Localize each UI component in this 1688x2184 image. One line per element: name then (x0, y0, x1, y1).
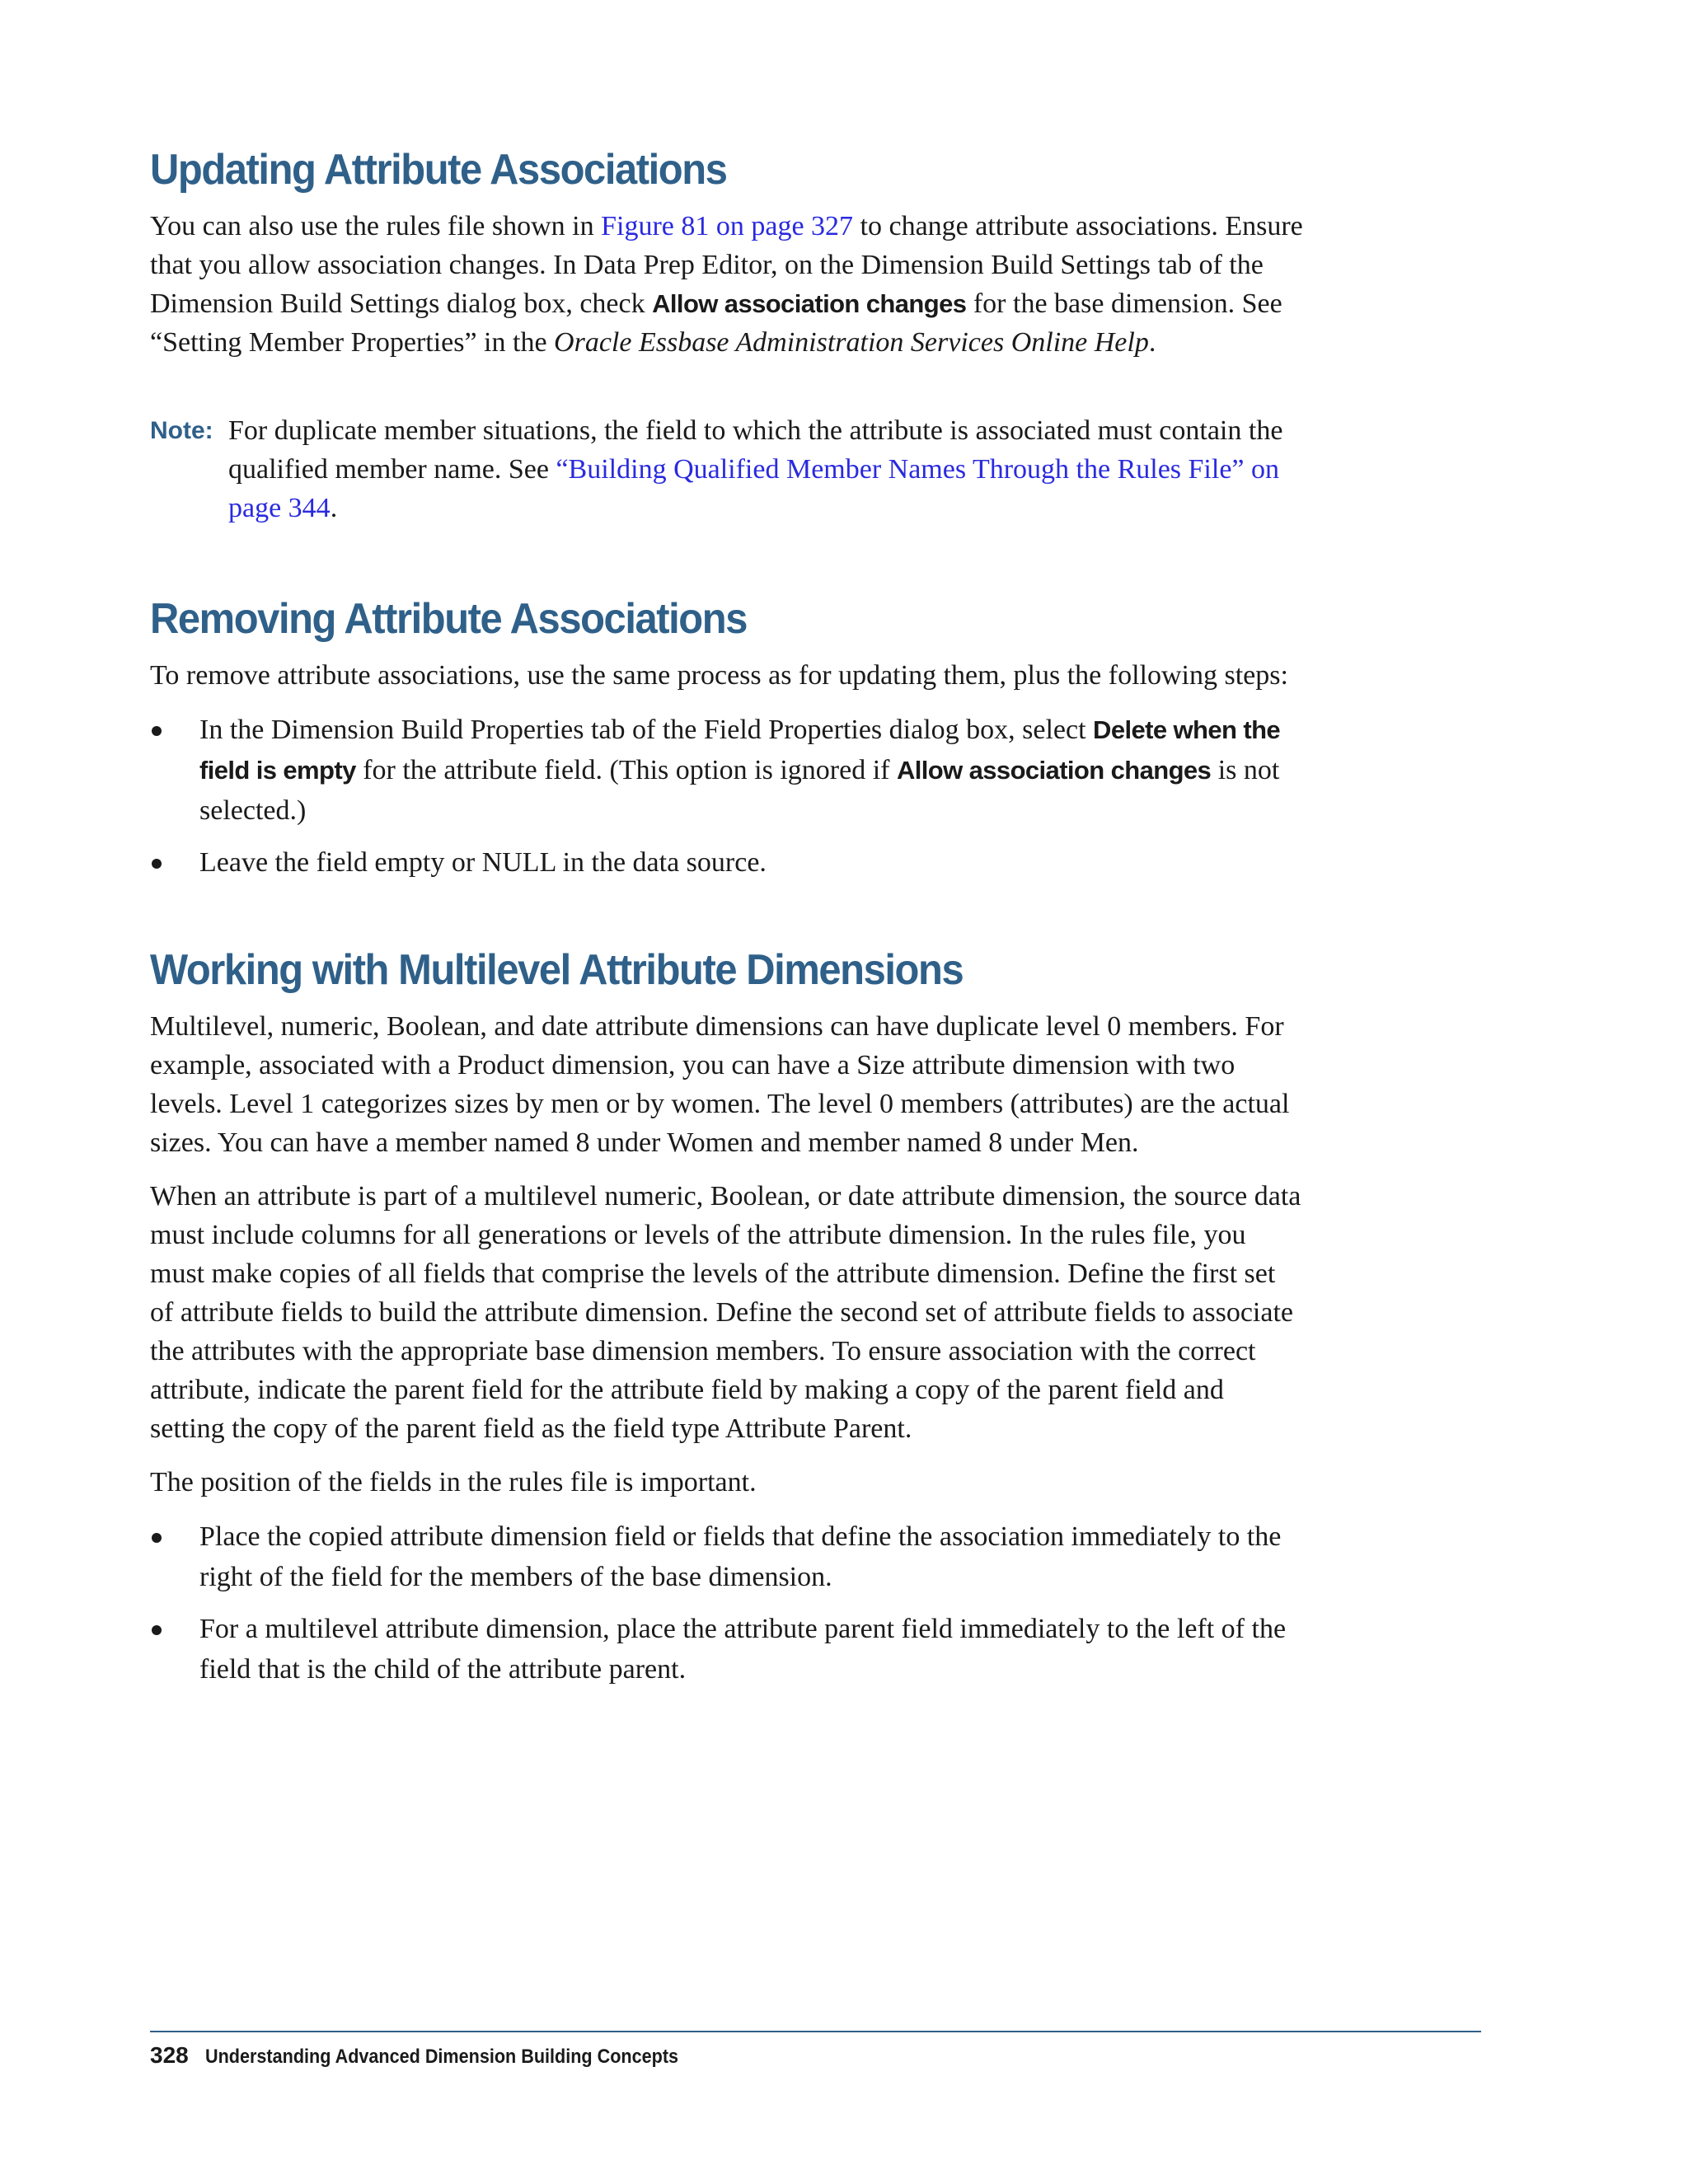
paragraph-multilevel-1: Multilevel, numeric, Boolean, and date attribute dimensions can have duplicate level 0 members. For example, associated with a Product dimension, you can have a Size attribute dimension with two levels. Level 1 categorizes sizes by men or by women. The level 0 members (attributes) are the actual sizes. You can have a member named 8 under Women and member named 8 under Men. (150, 1011, 1290, 1158)
text-run: For a multilevel attribute dimension, place the attribute parent field immediately to the left of the field that is the child of the attribute parent. (199, 1614, 1287, 1685)
link-building-qualified-member-names[interactable]: “Building Qualified Member Names Through the Rules File” on page 344 (228, 454, 1280, 523)
bullet-icon (152, 726, 162, 736)
note-label: Note: (150, 417, 213, 444)
text-run: for the attribute field. (This option is ignored if (355, 755, 897, 785)
footer-divider (150, 2031, 1481, 2032)
bullet-icon (152, 1625, 162, 1635)
ui-delete-when-field-empty: Delete when the field is empty (199, 715, 1281, 785)
chapter-title: Understanding Advanced Dimension Building Concepts (204, 2046, 678, 2068)
link-figure-81[interactable]: Figure 81 on page 327 (601, 211, 854, 241)
text-run: Place the copied attribute dimension field or fields that define the association immediately to the right of the field for the members of the base dimension. (199, 1521, 1282, 1592)
heading-removing-attribute-associations: Removing Attribute Associations (150, 595, 747, 643)
text-run: Leave the field empty or NULL in the data source. (199, 847, 767, 878)
page-footer (150, 2042, 731, 2069)
note-box (150, 411, 1304, 527)
text-run: In the Dimension Build Properties tab of the Field Properties dialog box, select (199, 715, 1094, 745)
text-run: . (1148, 327, 1156, 358)
paragraph-removing-intro: To remove attribute associations, use the same process as for updating them, plus the following steps: (150, 660, 1288, 691)
bullet-icon (152, 859, 162, 869)
section-removing (150, 593, 1304, 883)
list-item (150, 842, 1304, 883)
bullet-list-removing (150, 710, 1304, 883)
paragraph-updating (150, 207, 1304, 362)
note-text-end: . (330, 493, 338, 523)
ui-allow-association-changes: Allow association changes (896, 756, 1212, 785)
page-content (150, 144, 1304, 1701)
bullet-list-multilevel (150, 1516, 1304, 1690)
text-run: You can also use the rules file shown in (150, 211, 602, 241)
ui-allow-association-changes: Allow association changes (652, 289, 967, 318)
text-run: is not selected.) (199, 755, 1280, 826)
text-run: for the base dimension. See “Setting Member Properties” in the (150, 288, 1282, 358)
heading-working-with-multilevel-attribute-dimensions: Working with Multilevel Attribute Dimensions (150, 946, 964, 994)
section-updating (150, 144, 1304, 527)
list-item (150, 710, 1304, 831)
bullet-icon (152, 1533, 162, 1543)
text-run: to change attribute associations. Ensure that you allow association changes. In Data Prep Editor, on the Dimension Build Settings tab of the Dimension Build Settings dialog box, check (150, 211, 1303, 319)
heading-updating-attribute-associations: Updating Attribute Associations (150, 146, 727, 194)
note-text: For duplicate member situations, the field to which the attribute is associated must contain the qualified member name. See (228, 415, 1283, 485)
list-item (150, 1516, 1304, 1597)
page-number: 328 (150, 2042, 189, 2068)
list-item (150, 1609, 1304, 1690)
paragraph-multilevel-2: When an attribute is part of a multilevel numeric, Boolean, or date attribute dimension, the source data must include columns for all generations or levels of the attribute dimension. In the rules file, you must make copies of all fields that comprise the levels of the attribute dimension. Define the first set of attribute fields to build the attribute dimension. Define the second set of attribute fields to associate the attributes with the appropriate base dimension members. To ensure association with the correct attribute, indicate the parent field for the attribute field by making a copy of the parent field and setting the copy of the parent field as the field type Attribute Parent. (150, 1181, 1301, 1444)
paragraph-multilevel-3: The position of the fields in the rules file is important. (150, 1467, 757, 1497)
section-multilevel (150, 944, 1304, 1690)
book-title-italic: Oracle Essbase Administration Services Online Help (554, 327, 1149, 358)
